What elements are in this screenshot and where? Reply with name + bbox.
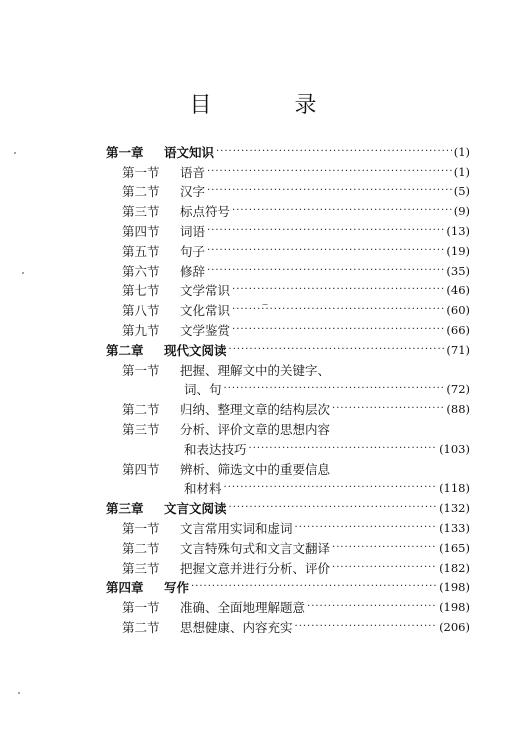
toc-page-number: (19) xyxy=(446,243,470,258)
toc-entry-title: 现代文阅读 xyxy=(164,342,227,358)
toc-section-row xyxy=(106,380,470,400)
dot-leader xyxy=(191,582,437,592)
toc-section-row xyxy=(106,182,470,202)
toc-entry-title: 写作 xyxy=(164,580,190,596)
toc-entry-title: 语文知识 xyxy=(164,144,215,160)
toc-entry-title: 文学常识 xyxy=(180,283,231,299)
toc-page-number: (1) xyxy=(453,164,470,179)
toc-entry-title: 把握文意并进行分析、评价 xyxy=(180,560,331,576)
toc-section-row xyxy=(106,201,470,221)
dot-leader xyxy=(232,285,444,295)
toc-section-row xyxy=(106,241,470,261)
dot-leader xyxy=(249,444,438,454)
dot-leader xyxy=(224,384,445,394)
toc-entry-title: 和表达技巧 xyxy=(184,441,247,457)
dot-leader xyxy=(224,483,438,493)
toc-page-number: (198) xyxy=(439,580,470,595)
dot-leader xyxy=(207,186,452,196)
toc-entry-number: 第六节 xyxy=(122,263,160,279)
toc-section-row xyxy=(106,281,470,301)
toc-entry-title: 汉字 xyxy=(180,184,206,200)
toc-entry-number: 第一节 xyxy=(122,362,160,378)
dot-leader xyxy=(207,246,444,256)
toc-entry-number: 第一节 xyxy=(122,600,160,616)
scan-speck xyxy=(18,692,20,694)
toc-entry-number: 第九节 xyxy=(122,323,160,339)
toc-section-row xyxy=(106,538,470,558)
toc-entry-title: 文化常识 xyxy=(180,303,231,319)
toc-entry-number: 第二节 xyxy=(122,184,160,200)
dot-leader xyxy=(232,325,444,335)
toc-section-row xyxy=(106,261,470,281)
toc-entry-title: 辨析、筛选文中的重要信息 xyxy=(180,461,331,477)
toc-page-number: (165) xyxy=(439,540,470,555)
toc-entry-title: 把握、理解文中的关键字、 xyxy=(180,362,331,378)
toc-entry-number: 第二章 xyxy=(106,342,144,358)
dot-leader xyxy=(229,503,438,513)
toc-entry-title: 语音 xyxy=(180,164,206,180)
toc-section-row xyxy=(106,479,470,499)
toc-entry-title: 归纳、整理文章的结构层次 xyxy=(180,402,331,418)
dot-leader xyxy=(232,305,444,315)
toc-entry-title: 修辞 xyxy=(180,263,206,279)
toc-page-number: (198) xyxy=(439,600,470,615)
dot-leader xyxy=(295,622,438,632)
toc-page-number: (46) xyxy=(446,283,470,298)
toc-page-number: (5) xyxy=(453,184,470,199)
toc-section-row xyxy=(106,459,470,479)
toc-entry-title: 和材料 xyxy=(184,481,222,497)
toc-section-row xyxy=(106,617,470,637)
table-of-contents xyxy=(106,142,470,637)
toc-entry-number: 第三节 xyxy=(122,422,160,438)
toc-entry-number: 第四章 xyxy=(106,580,144,596)
toc-page-number: (132) xyxy=(439,501,470,516)
dot-leader xyxy=(207,167,452,177)
toc-entry-title: 标点符号 xyxy=(180,204,231,220)
toc-page-number: (103) xyxy=(439,441,470,456)
dot-leader xyxy=(229,345,445,355)
toc-section-row xyxy=(106,221,470,241)
toc-entry-title: 词、句 xyxy=(184,382,222,398)
toc-entry-number: 第三节 xyxy=(122,204,160,220)
dot-leader xyxy=(307,602,437,612)
toc-section-row xyxy=(106,597,470,617)
toc-entry-number: 第二节 xyxy=(122,620,160,636)
dot-leader xyxy=(207,226,444,236)
toc-entry-title: 词语 xyxy=(180,224,206,240)
toc-entry-number: 第一节 xyxy=(122,521,160,537)
toc-entry-number: 第七节 xyxy=(122,283,160,299)
toc-entry-title: 思想健康、内容充实 xyxy=(180,620,293,636)
toc-entry-title: 准确、全面地理解题意 xyxy=(180,600,306,616)
toc-section-row xyxy=(106,419,470,439)
scan-speck xyxy=(22,272,24,274)
toc-page-number: (9) xyxy=(453,204,470,219)
toc-page-number: (35) xyxy=(446,263,470,278)
dot-leader xyxy=(332,543,437,553)
toc-page-number: (66) xyxy=(446,323,470,338)
toc-entry-title: 文言特殊句式和文言文翻译 xyxy=(180,540,331,556)
toc-entry-number: 第二节 xyxy=(122,402,160,418)
toc-page-number: (88) xyxy=(446,402,470,417)
toc-section-row xyxy=(106,439,470,459)
toc-page-number: (60) xyxy=(446,303,470,318)
dot-leader xyxy=(207,266,444,276)
toc-entry-title: 分析、评价文章的思想内容 xyxy=(180,422,331,438)
toc-chapter-row xyxy=(106,578,470,598)
toc-entry-number: 第八节 xyxy=(122,303,160,319)
page-title: 目 录 xyxy=(189,93,355,118)
toc-section-row xyxy=(106,360,470,380)
toc-entry-title: 文学鉴赏 xyxy=(180,323,231,339)
dot-leader xyxy=(295,523,438,533)
toc-page-number: (1) xyxy=(453,144,470,159)
toc-page-number: (71) xyxy=(446,342,470,357)
toc-entry-number: 第二节 xyxy=(122,540,160,556)
toc-section-row xyxy=(106,399,470,419)
toc-section-row xyxy=(106,300,470,320)
toc-page-number: (206) xyxy=(439,620,470,635)
toc-section-row xyxy=(106,518,470,538)
toc-page-number: (13) xyxy=(446,224,470,239)
toc-entry-number: 第五节 xyxy=(122,243,160,259)
toc-chapter-row xyxy=(106,498,470,518)
toc-page-number: (182) xyxy=(439,560,470,575)
toc-entry-number: 第四节 xyxy=(122,461,160,477)
toc-chapter-row xyxy=(106,142,470,162)
dot-leader xyxy=(232,206,452,216)
toc-section-row xyxy=(106,320,470,340)
toc-entry-number: 第一节 xyxy=(122,164,160,180)
toc-section-row xyxy=(106,162,470,182)
dot-leader xyxy=(332,404,444,414)
toc-entry-title: 句子 xyxy=(180,243,206,259)
dot-leader xyxy=(332,563,437,573)
scan-speck xyxy=(262,304,268,305)
toc-entry-title: 文言常用实词和虚词 xyxy=(180,521,293,537)
toc-page-number: (118) xyxy=(439,481,470,496)
toc-section-row xyxy=(106,558,470,578)
dot-leader xyxy=(216,147,452,157)
scan-speck xyxy=(14,152,16,154)
toc-entry-title: 文言文阅读 xyxy=(164,501,227,517)
toc-entry-number: 第三章 xyxy=(106,501,144,517)
toc-entry-number: 第一章 xyxy=(106,144,144,160)
toc-entry-number: 第四节 xyxy=(122,224,160,240)
toc-page-number: (72) xyxy=(446,382,470,397)
toc-page-number: (133) xyxy=(439,521,470,536)
toc-chapter-row xyxy=(106,340,470,360)
toc-entry-number: 第三节 xyxy=(122,560,160,576)
